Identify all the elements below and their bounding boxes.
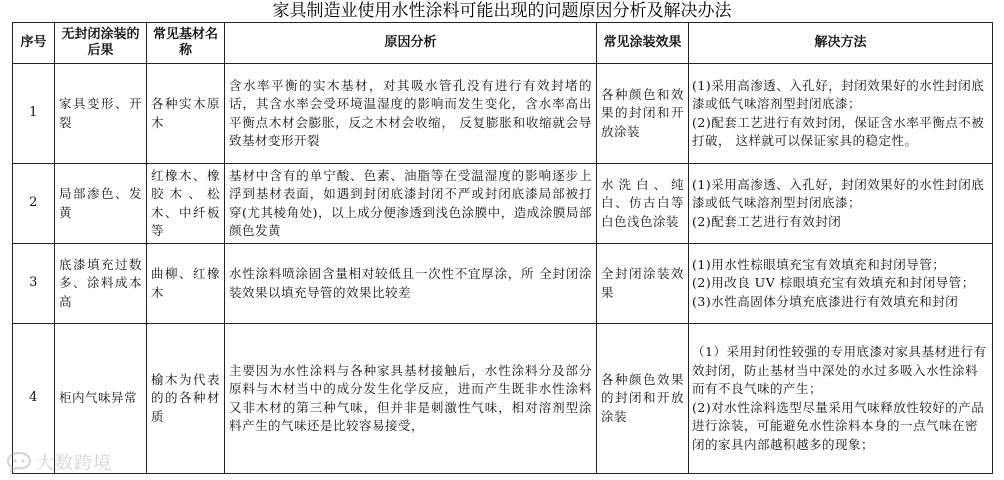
table-row	[13, 64, 993, 164]
row-solution	[689, 164, 993, 244]
row-consequence: 柜内气味异常	[55, 324, 147, 474]
row-material: 榆木为代表的的各种材质	[147, 324, 225, 474]
row-effect: 各种颜色和效果的封闭和开放涂装	[597, 64, 689, 164]
row-effect: 全封闭涂装效果	[597, 244, 689, 324]
header-solution: 解决方法	[689, 23, 993, 64]
row-cause: 基材中含有的单宁酸、色素、油脂等在受温湿度的影响逐步上浮到基材表面，如遇到封闭底漆封闭不严或封闭底漆局部被打穿(尤其棱角处)，以上成分便渗透到浅色涂膜中，造成涂膜局部颜色发黄	[225, 164, 597, 244]
page-title: 家具制造业使用水性涂料可能出现的问题原因分析及解决办法	[272, 1, 732, 21]
row-solution-text: (1)用水性棕眼填充宝有效填充和封闭导管； (2)用改良 UV 棕眼填充宝有效填充和封闭导管； (3)水性高固体分填充底漆进行有效填充和封闭	[692, 256, 975, 309]
row-solution	[689, 244, 993, 324]
row-no: 2	[13, 164, 55, 244]
row-no: 4	[13, 324, 55, 474]
header-consequence: 无封闭涂装的后果	[55, 23, 147, 64]
table-row	[13, 164, 993, 244]
row-solution-text: （1）采用封闭性较强的专用底漆对家具基材进行有效封闭，防止基材当中深处的水过多吸入水性涂料而有不良气味的产生； (2)对水性涂料选型尽量采用气味释放性较好的产品进行涂装，可能避免水性涂料本身的一点气味在密闭的家具内部越积越多的现象；	[692, 344, 987, 452]
row-solution-text: (1)采用高渗透、入孔好，封闭效果好的水性封闭底漆或低气味溶剂型封闭底漆； (2)配套工艺进行有效封闭，保证含水率平衡点不被打破， 这样就可以保证家具的稳定性。	[692, 77, 985, 148]
row-cause: 含水率平衡的实木基材，对其吸水管孔没有进行有效封堵的话，其含水率会受环境温湿度的影响而发生变化，含水率高出平衡点木材会膨胀，反之木材会收缩， 反复膨胀和收缩就会导致基材变形开裂	[225, 64, 597, 164]
row-material: 各种实木原木	[147, 64, 225, 164]
row-consequence: 家具变形、开裂	[55, 64, 147, 164]
chat-bubble-icon	[6, 450, 32, 474]
header-no: 序号	[13, 23, 55, 64]
row-consequence: 局部渗色、发黄	[55, 164, 147, 244]
row-solution	[689, 324, 993, 474]
row-no: 1	[13, 64, 55, 164]
row-no: 3	[13, 244, 55, 324]
header-effect: 常见涂装效果	[597, 23, 689, 64]
watermark	[6, 448, 112, 476]
row-material: 红橡木、橡胶木、松木、中纤板等	[147, 164, 225, 244]
header-cause: 原因分析	[225, 23, 597, 64]
row-solution-text: (1)采用高渗透、入孔好，封闭效果好的水性封闭底漆或低气味溶剂型封闭底漆； (2)配套工艺进行有效封闭	[692, 176, 985, 229]
row-solution	[689, 64, 993, 164]
row-consequence: 底漆填充过数多、涂料成本高	[55, 244, 147, 324]
row-effect: 水洗白、纯白、仿古白等白色浅色涂装	[597, 164, 689, 244]
watermark-text: 大数跨境	[36, 453, 112, 474]
table-row	[13, 324, 993, 474]
row-effect: 各种颜色效果的封闭和开放涂装	[597, 324, 689, 474]
header-material: 常见基材名称	[147, 23, 225, 64]
row-cause: 水性涂料喷涂固含量相对较低且一次性不宜厚涂，所 全封闭涂装效果以填充导管的效果比较差	[225, 244, 597, 324]
row-material: 曲柳、红橡木	[147, 244, 225, 324]
row-cause: 主要因为水性涂料与各种家具基材接触后，水性涂料分及部分原料与木材当中的成分发生化学反应，进而产生既非水性涂料又非木材的第三种气味，但并非是刺激性气味，相对溶剂型涂料产生的气味还是比较容易接受，	[225, 324, 597, 474]
table-row	[13, 244, 993, 324]
problem-analysis-table	[12, 22, 993, 474]
table-header-row	[13, 23, 993, 64]
